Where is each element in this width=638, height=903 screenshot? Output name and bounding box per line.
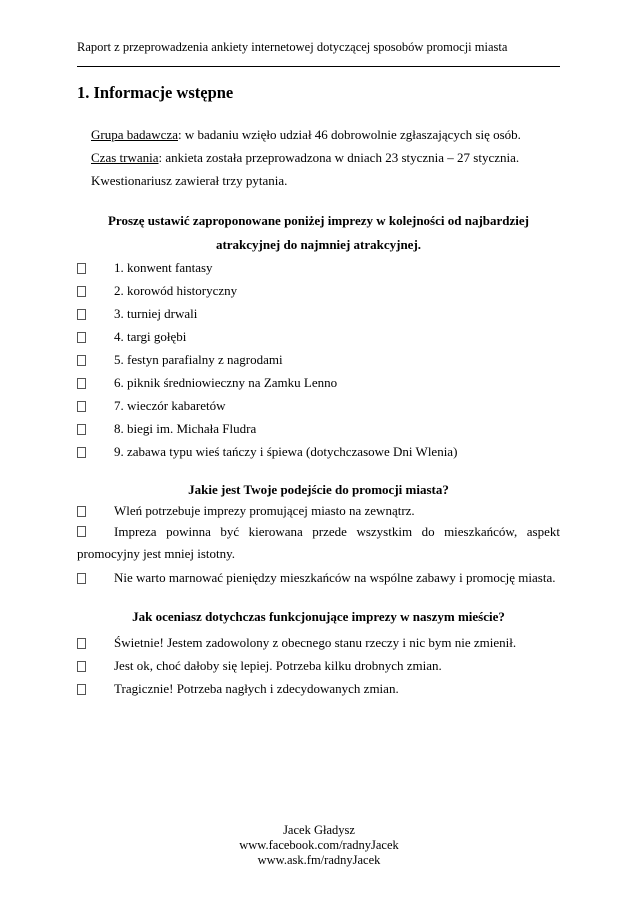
checkbox[interactable] xyxy=(77,286,86,297)
checkbox[interactable] xyxy=(77,573,86,584)
option-label: Jest ok, choć dałoby się lepiej. Potrzeba kilku drobnych zmian. xyxy=(114,658,442,673)
intro-questionnaire: Kwestionariusz zawierał trzy pytania. xyxy=(91,173,288,188)
intro-group-line xyxy=(91,127,521,143)
footer-facebook-link[interactable]: www.facebook.com/radnyJacek xyxy=(239,838,399,852)
intro-time-line xyxy=(91,150,519,166)
item-label: 6. piknik średniowieczny na Zamku Lenno xyxy=(114,375,338,390)
item-label: 4. targi gołębi xyxy=(114,329,187,344)
checkbox[interactable] xyxy=(77,378,86,389)
option-label: Nie warto marnować pieniędzy mieszkańców na wspólne zabawy i promocję miasta. xyxy=(114,570,556,585)
q1-item-5[interactable] xyxy=(77,352,560,374)
word: wszystkim xyxy=(356,524,413,539)
word: przede xyxy=(312,524,347,539)
word: do xyxy=(421,524,435,539)
checkbox[interactable] xyxy=(77,526,86,537)
checkbox[interactable] xyxy=(77,638,86,649)
question-1-title xyxy=(77,209,560,257)
q1-item-7[interactable] xyxy=(77,398,560,420)
word: być xyxy=(220,524,240,539)
footer-name: Jacek Gładysz xyxy=(283,823,355,837)
word: powinna xyxy=(166,524,211,539)
q2-option-2[interactable] xyxy=(77,521,560,565)
option-label: Świetnie! Jestem zadowolony z obecnego stanu rzeczy i nic bym nie zmienił. xyxy=(114,635,517,650)
footer-ask-link[interactable]: www.ask.fm/radnyJacek xyxy=(257,853,381,867)
checkbox[interactable] xyxy=(77,401,86,412)
q2-option-2-line1 xyxy=(77,521,560,543)
page-header: Raport z przeprowadzenia ankiety internetowej dotyczącej sposobów promocji miasta xyxy=(77,40,508,54)
q1-item-9[interactable] xyxy=(77,444,560,466)
section-title: 1. Informacje wstępne xyxy=(77,83,234,102)
group-label: Grupa badawcza xyxy=(91,127,178,142)
time-label: Czas trwania xyxy=(91,150,159,165)
item-label: 7. wieczór kabaretów xyxy=(114,398,226,413)
group-text: : w badaniu wzięło udział 46 dobrowolnie zgłaszających się osób. xyxy=(177,127,521,142)
page-footer xyxy=(0,823,638,868)
word: Impreza xyxy=(114,524,157,539)
checkbox[interactable] xyxy=(77,424,86,435)
checkbox[interactable] xyxy=(77,661,86,672)
q1-item-3[interactable] xyxy=(77,306,560,328)
q3-option-3[interactable] xyxy=(77,681,560,703)
word: kierowana xyxy=(248,524,303,539)
time-text: : ankieta została przeprowadzona w dniach 23 stycznia – 27 stycznia. xyxy=(158,150,520,165)
item-label: 5. festyn parafialny z nagrodami xyxy=(114,352,283,367)
question-3-title: Jak oceniasz dotychczas funkcjonujące imprezy w naszym mieście? xyxy=(132,609,505,624)
q1-item-6[interactable] xyxy=(77,375,560,397)
q2-option-2-line2: promocyjny jest mniej istotny. xyxy=(77,546,236,561)
q1-item-2[interactable] xyxy=(77,283,560,305)
checkbox[interactable] xyxy=(77,447,86,458)
checkbox[interactable] xyxy=(77,263,86,274)
q1-item-8[interactable] xyxy=(77,421,560,443)
item-label: 8. biegi im. Michała Fludra xyxy=(114,421,257,436)
item-label: 3. turniej drwali xyxy=(114,306,198,321)
word: aspekt xyxy=(526,524,560,539)
q1-item-1[interactable] xyxy=(77,260,560,282)
checkbox[interactable] xyxy=(77,684,86,695)
question-2-title: Jakie jest Twoje podejście do promocji miasta? xyxy=(188,482,449,497)
header-rule xyxy=(77,66,560,67)
item-label: 2. korowód historyczny xyxy=(114,283,238,298)
checkbox[interactable] xyxy=(77,309,86,320)
option-label: Tragicznie! Potrzeba nagłych i zdecydowanych zmian. xyxy=(114,681,399,696)
question-1-line2: atrakcyjnej do najmniej atrakcyjnej. xyxy=(215,237,422,252)
checkbox[interactable] xyxy=(77,332,86,343)
option-label: Wleń potrzebuje imprezy promującej miasto na zewnątrz. xyxy=(114,503,415,518)
question-1-line1: Proszę ustawić zaproponowane poniżej imprezy w kolejności od najbardziej xyxy=(107,213,530,228)
item-label: 9. zabawa typu wieś tańczy i śpiewa (dotychczasowe Dni Wlenia) xyxy=(114,444,458,459)
checkbox[interactable] xyxy=(77,355,86,366)
item-label: 1. konwent fantasy xyxy=(114,260,213,275)
q2-option-3[interactable] xyxy=(77,570,560,592)
q3-option-2[interactable] xyxy=(77,658,560,680)
q3-option-1[interactable] xyxy=(77,635,560,657)
q1-item-4[interactable] xyxy=(77,329,560,351)
word: mieszkańców, xyxy=(444,524,518,539)
checkbox[interactable] xyxy=(77,506,86,517)
